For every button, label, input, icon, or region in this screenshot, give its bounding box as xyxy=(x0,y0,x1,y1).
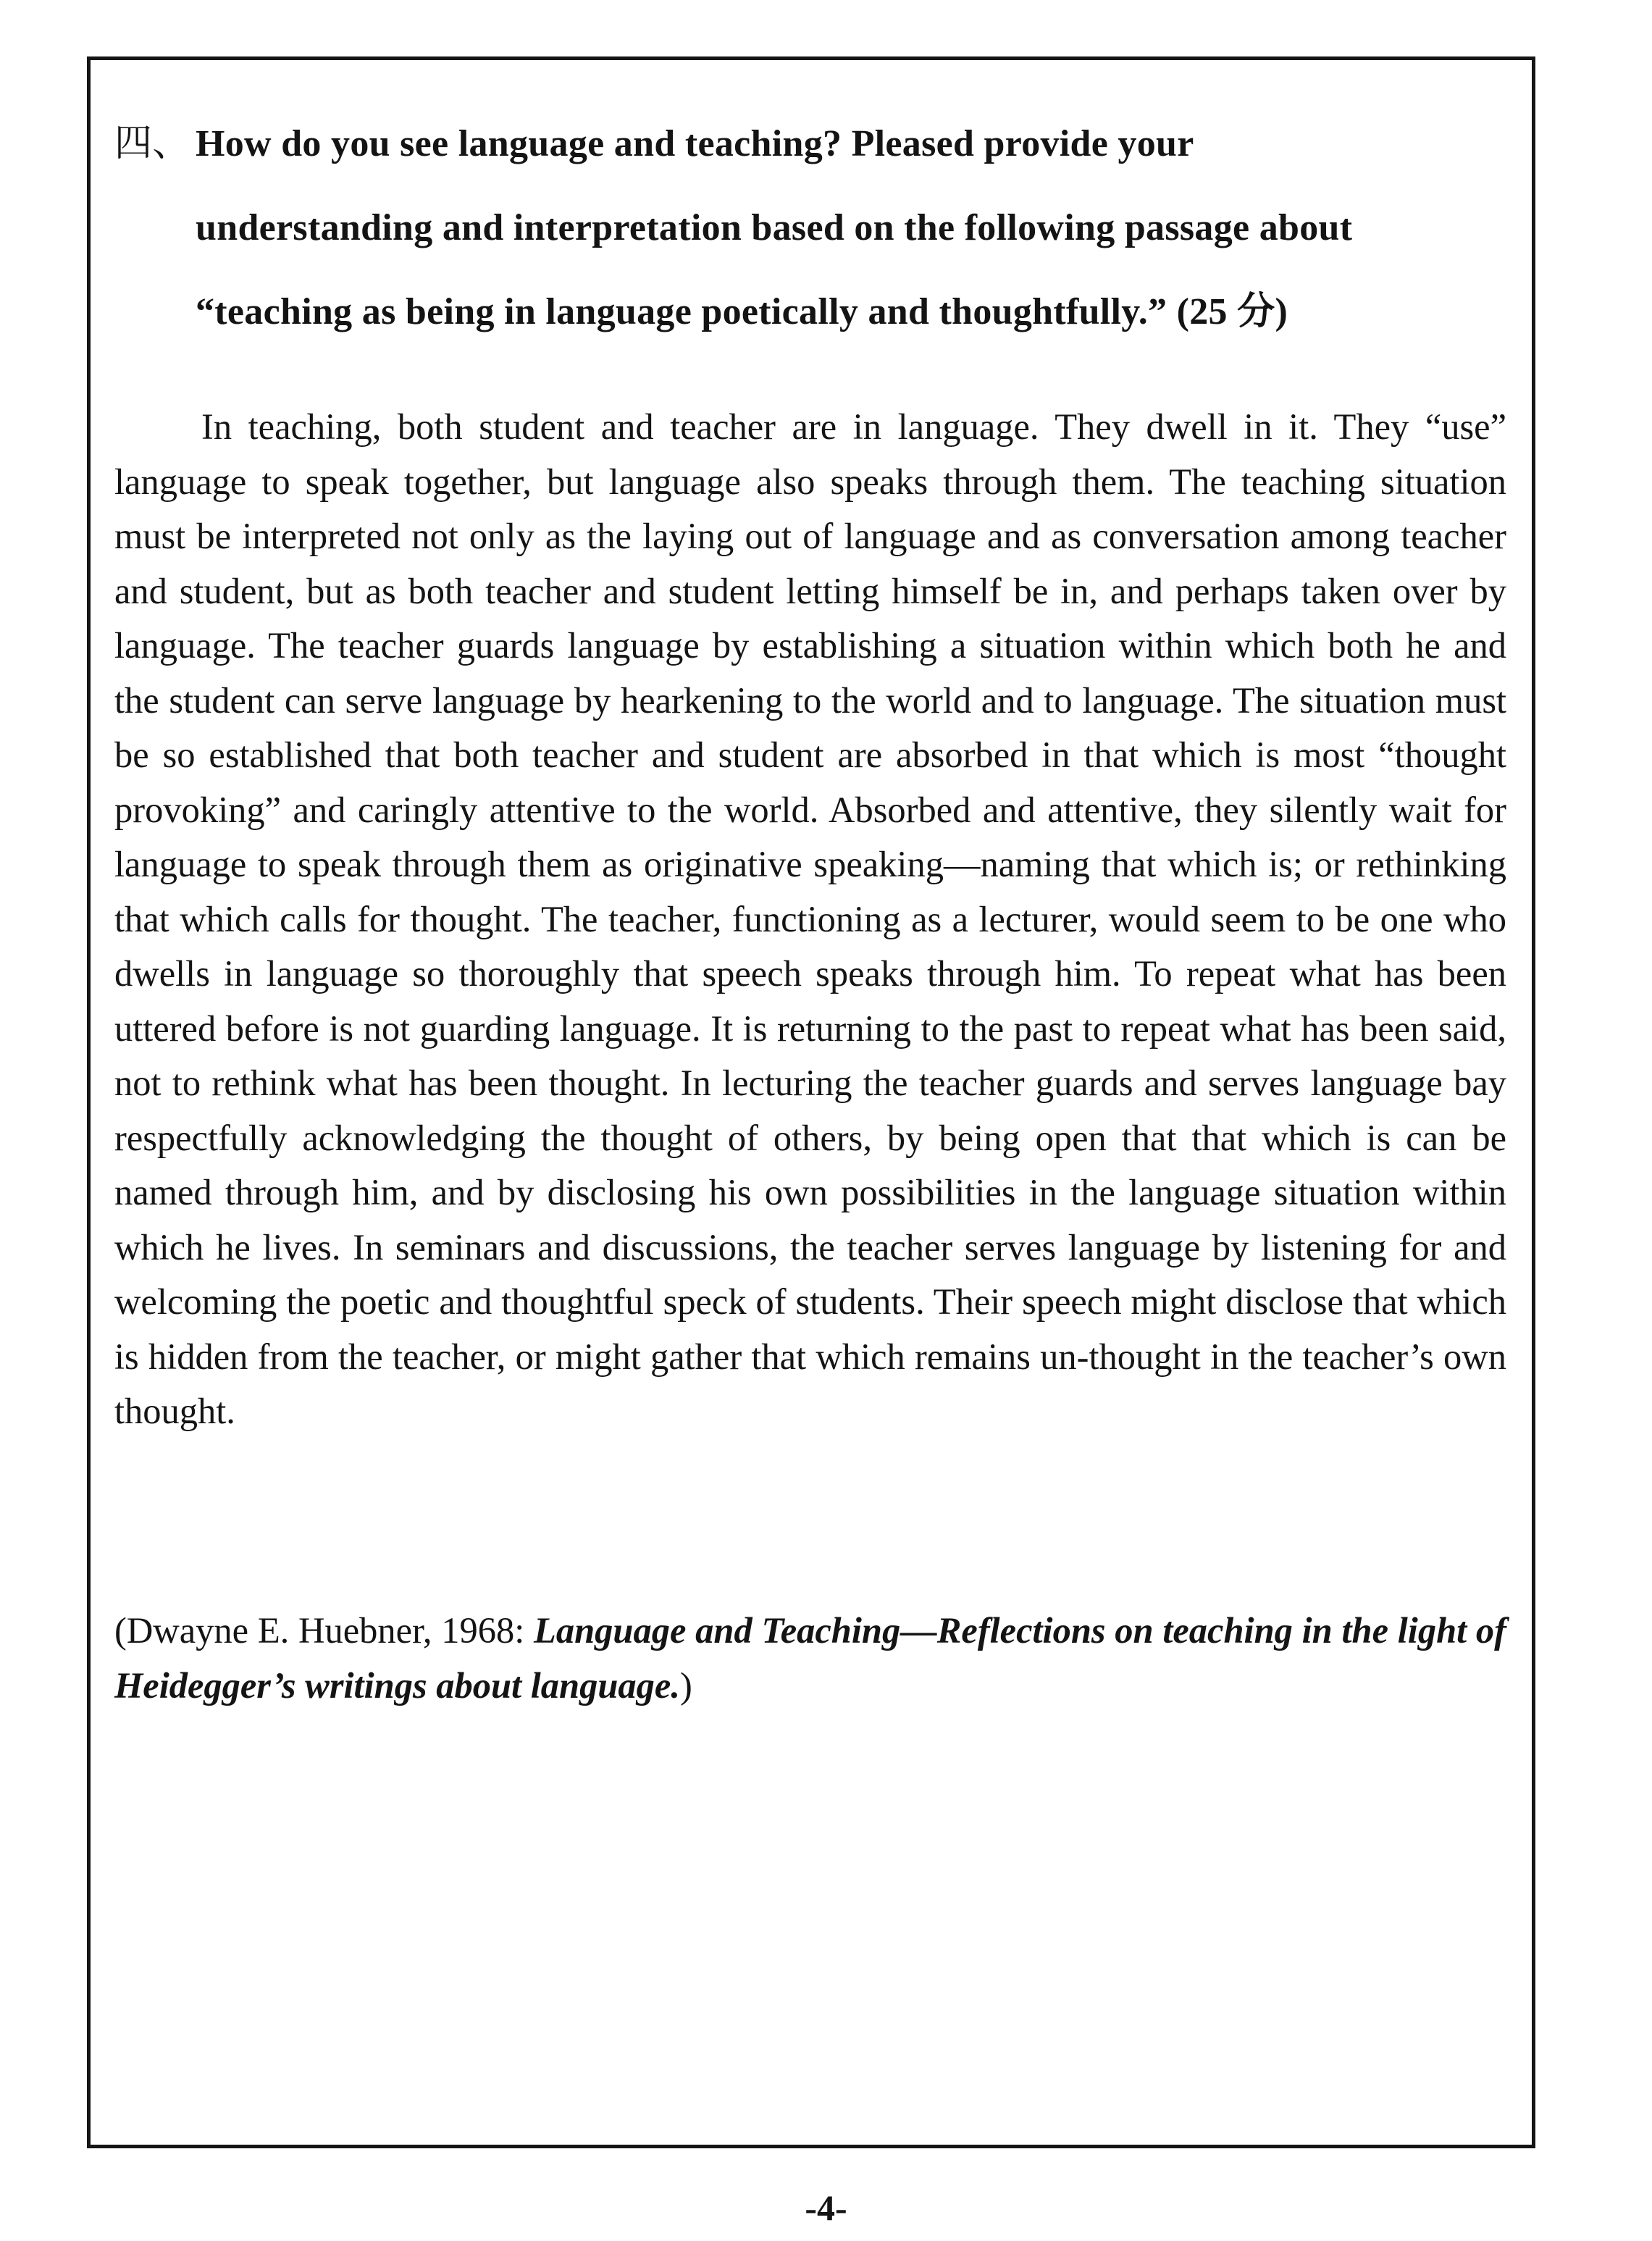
question-text-1: How do you see language and teaching? Pleased provide your xyxy=(196,123,1194,164)
citation-close: ) xyxy=(679,1665,692,1706)
passage-paragraph: In teaching, both student and teacher are in language. They dwell in it. They “use” language to speak together, but language also speaks through them. The teaching situation must be interpreted not only as the laying out of language and as conversation among teacher and student, but as both teacher and student letting himself be in, and perhaps taken over by language. The teacher guards language by establishing a situation within which both he and the student can serve language by hearkening to the world and to language. The situation must be so established that both teacher and student are absorbed in that which is most “thought provoking” and caringly attentive to the world. Absorbed and attentive, they silently wait for language to speak through them as originative speaking—naming that which is; or rethinking that which calls for thought. The teacher, functioning as a lecturer, would seem to be one who dwells in language so thoroughly that speech speaks through him. To repeat what has been uttered before is not guarding language. It is returning to the past to repeat what has been said, not to rethink what has been thought. In lecturing the teacher guards and serves language bay respectfully acknowledging the thought of others, by being open that that which is can be named through him, and by disclosing his own possibilities in the language situation within which he lives. In seminars and discussions, the teacher serves language by listening for and welcoming the poetic and thoughtful speck of students. Their speech might disclose that which is hidden from the teacher, or might gather that which remains un-thought in the teacher’s own thought. xyxy=(114,406,1506,1431)
question-line-2: understanding and interpretation based on the following passage about xyxy=(196,207,1353,248)
citation-author-year: (Dwayne E. Huebner, 1968: xyxy=(114,1610,534,1651)
question-line-1 xyxy=(114,101,1519,186)
question-number: 四、 xyxy=(114,122,190,165)
exam-question xyxy=(114,101,1519,354)
question-line-3: “teaching as being in language poetically and thoughtfully.” (25 分) xyxy=(196,291,1288,332)
citation xyxy=(114,1603,1506,1713)
page-number: -4- xyxy=(805,2187,847,2228)
citation-title: Language and Teaching—Reflections on teaching in the light of Heidegger’s writings about language. xyxy=(114,1610,1506,1706)
